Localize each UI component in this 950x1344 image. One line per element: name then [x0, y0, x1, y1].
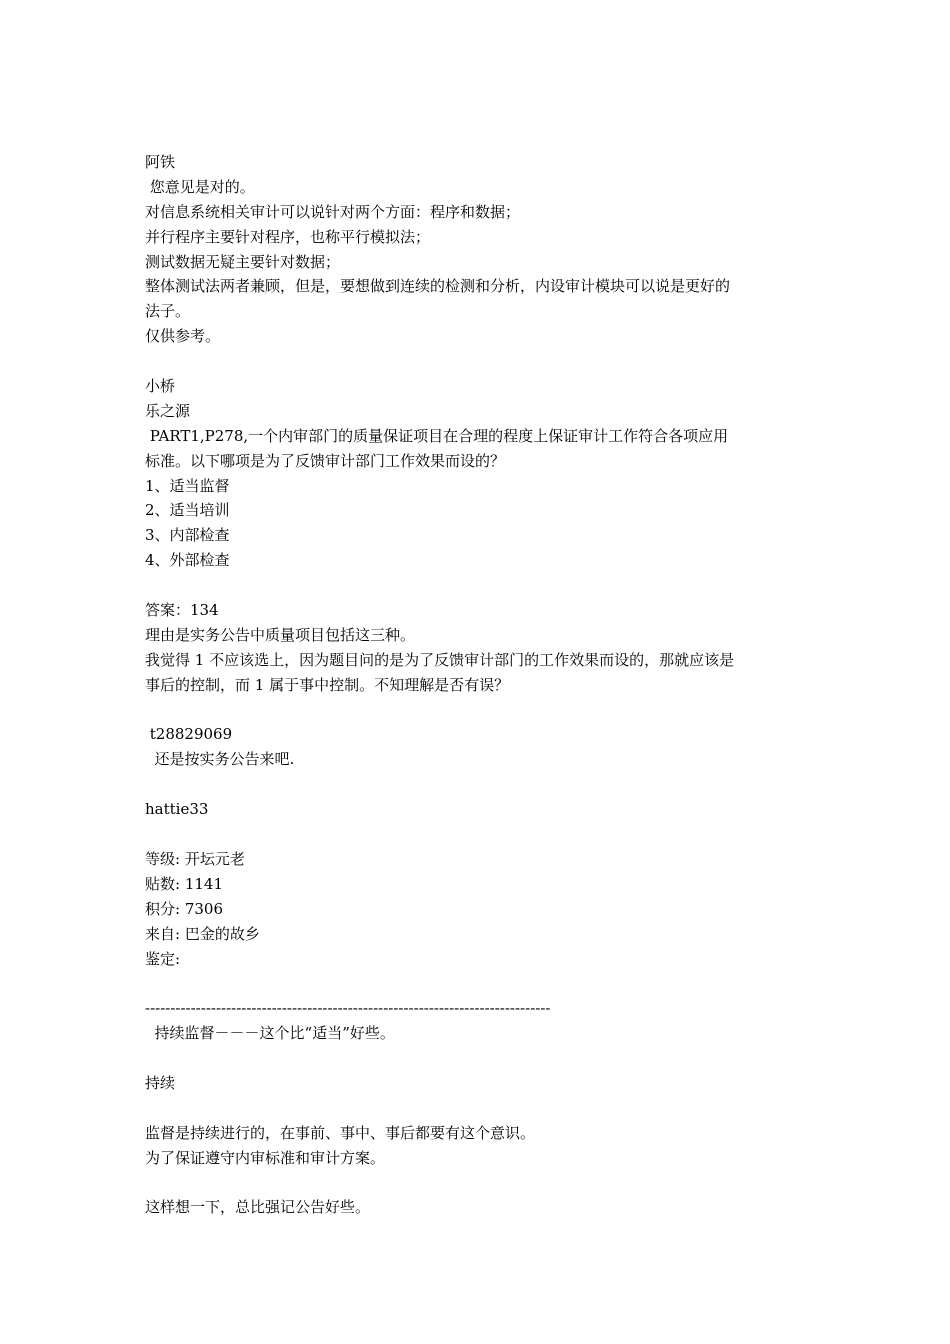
text-line: 并行程序主要针对程序，也称平行模拟法； [145, 227, 431, 246]
blank-line [145, 1046, 810, 1071]
option-item: 2、适当培训 [145, 501, 230, 520]
answer-text: 答案：134 [145, 601, 219, 620]
text-line: 还是按实务公告来吧. [145, 750, 295, 769]
document-page [145, 150, 810, 1220]
text-line: 我觉得 1 不应该选上，因为题目问的是为了反馈审计部门的工作效果而设的，那就应该是 [145, 650, 735, 669]
text-line: 理由是实务公告中质量项目包括这三种。 [145, 625, 416, 644]
blank-line [145, 1096, 810, 1121]
author-name-lezhiyuan: 乐之源 [145, 401, 191, 420]
blank-line [145, 1171, 810, 1196]
option-item: 1、适当监督 [145, 476, 230, 495]
text-line: 为了保证遵守内审标准和审计方案。 [145, 1148, 386, 1167]
text-line: 测试数据无疑主要针对数据； [145, 252, 341, 271]
text-line: 持续 [145, 1073, 176, 1092]
text-line: 监督是持续进行的，在事前、事中、事后都要有这个意识。 [145, 1123, 536, 1142]
text-line: 仅供参考。 [145, 327, 221, 346]
option-item: 4、外部检查 [145, 551, 230, 570]
author-name-xiaoqiao: 小桥 [145, 377, 176, 396]
question-text: PART1,P278,一个内审部门的质量保证项目在合理的程度上保证审计工作符合各项应用 [145, 426, 729, 445]
user-appraisal: 鉴定: [145, 949, 181, 968]
text-line: 持续监督－－－这个比“适当”好些。 [145, 1024, 395, 1043]
blank-line [145, 349, 810, 374]
user-points: 积分: 7306 [145, 899, 223, 918]
author-name-t28829069: t28829069 [145, 725, 233, 744]
separator-line: -------------------------------------------------------------------------------- [145, 999, 551, 1018]
author-name-hattie33: hattie33 [145, 800, 209, 819]
text-line: 事后的控制，而 1 属于事中控制。不知理解是否有误？ [145, 675, 510, 694]
option-item: 3、内部检查 [145, 526, 230, 545]
text-line: 整体测试法两者兼顾，但是，要想做到连续的检测和分析，内设审计模块可以说是更好的 [145, 277, 731, 296]
user-post-count: 贴数: 1141 [145, 874, 223, 893]
text-line: 对信息系统相关审计可以说针对两个方面：程序和数据； [145, 202, 521, 221]
blank-line [145, 822, 810, 847]
text-line: 法子。 [145, 302, 191, 321]
blank-line [145, 971, 810, 996]
author-name-atie: 阿铁 [145, 153, 176, 171]
blank-line [145, 772, 810, 797]
user-level: 等级: 开坛元老 [145, 849, 245, 868]
text-line: 您意见是对的。 [145, 177, 255, 196]
blank-line [145, 698, 810, 723]
user-from: 来自: 巴金的故乡 [145, 924, 260, 943]
question-text: 标准。以下哪项是为了反馈审计部门工作效果而设的？ [145, 451, 506, 470]
text-line: 这样想一下，总比强记公告好些。 [145, 1198, 371, 1217]
blank-line [145, 573, 810, 598]
